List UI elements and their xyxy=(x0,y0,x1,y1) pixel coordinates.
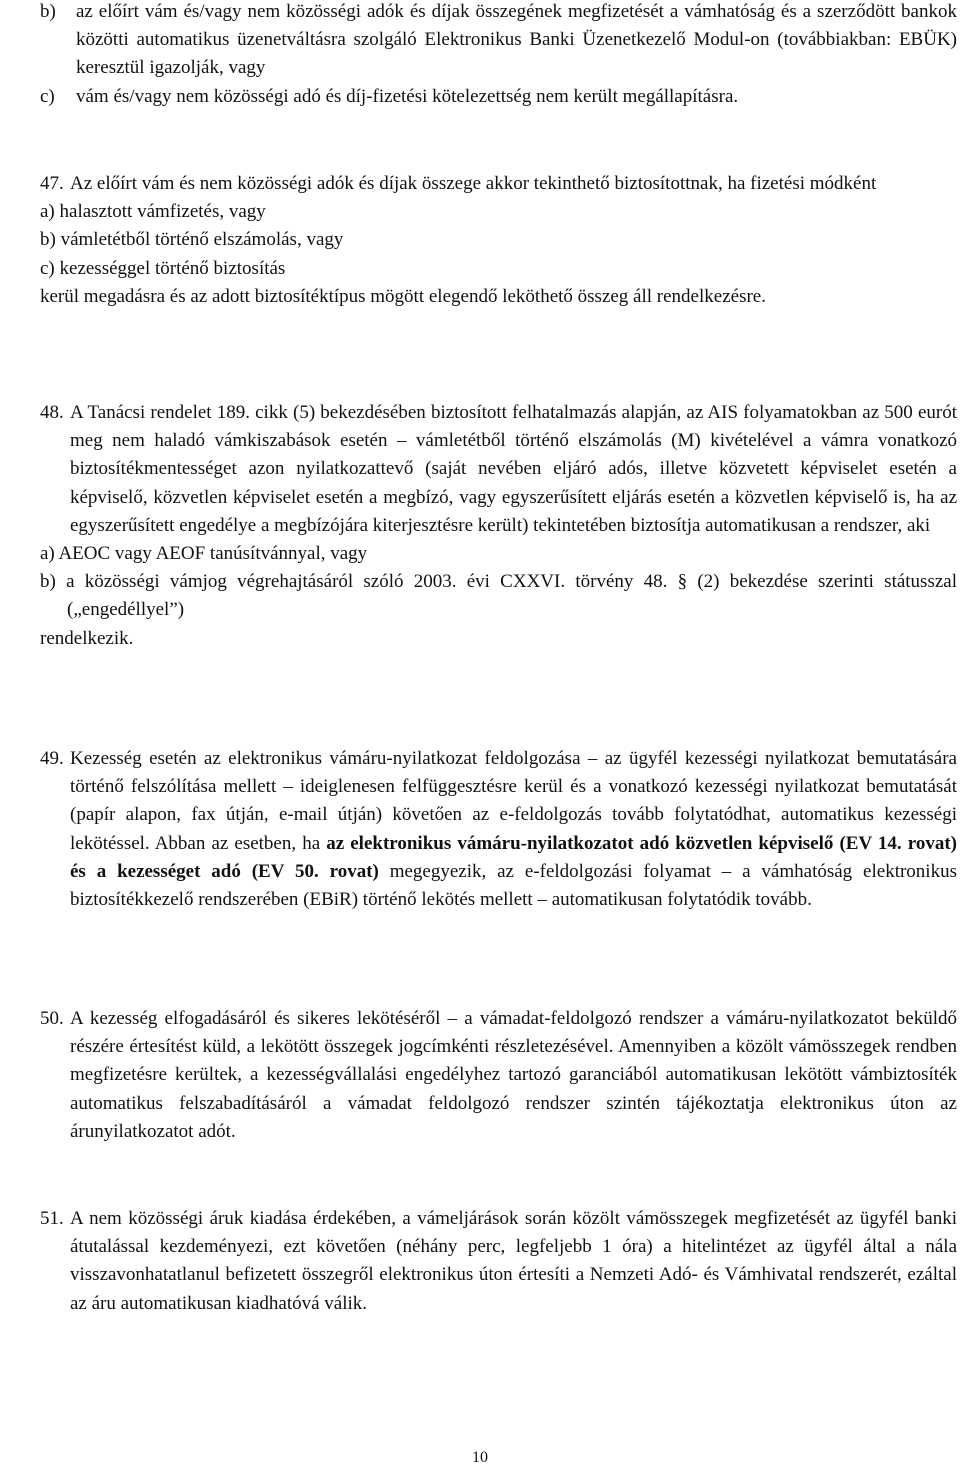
paragraph-49 xyxy=(40,745,957,914)
paragraph-text: A kezesség elfogadásáról és sikeres lekötéséről – a vámadat-feldolgozó rendszer a vámáru-nyilatkozatot beküldő részére értesítést küld, a lekötött összegek jogcímkénti részletezésével. Amennyiben a közölt vámösszegek rendben megfizetésre kerültek, a kezességvállalási engedélyhez tartozó garanciából automatikusan lekötött vámbiztosíték automatikus felszabadításáról a vámadat feldolgozó rendszer szintén tájékoztatja elektronikus úton az árunyilatkozatot adót. xyxy=(70,1008,957,1142)
page-number: 10 xyxy=(472,1449,488,1466)
list-item-text: vám és/vagy nem közösségi adó és díj-fizetési kötelezettség nem került megállapításra. xyxy=(76,85,739,107)
paragraph-text: A nem közösségi áruk kiadása érdekében, a vámeljárások során közölt vámösszegek megfizetését az ügyfél banki átutalással kezdeményezi, ezt követően (néhány perc, legfeljebb 1 óra) a hitelintézet az ügyfél által a nála visszavonhatatlanul befizetett összegről elektronikus úton értesíti a Nemzeti Adó- és Vámhivatal rendszerét, ezáltal az áru automatikusan kiadhatóvá válik. xyxy=(70,1208,957,1314)
paragraph-50 xyxy=(40,1005,957,1146)
paragraph-48-outro: rendelkezik. xyxy=(40,627,134,649)
paragraph-48 xyxy=(40,399,957,653)
paragraph-bold-text: az elektronikus vámáru-nyilatkozatot adó közvetlen képviselő (EV 14. rovat) és a kezességet adó (EV 50. rovat) xyxy=(70,832,957,882)
paragraph-number: 48. xyxy=(40,402,64,423)
paragraph-number: 49. xyxy=(40,748,64,769)
paragraph-51-text xyxy=(40,1205,957,1318)
list-item-text: az előírt vám és/vagy nem közösségi adók és díjak összegének megfizetését a vámhatóság és a szerződött bankok közötti automatikus üzenetváltásra szolgáló Elektronikus Banki Üzenetkezelő Modul-on (továbbiakban: EBÜK) keresztül igazolják, vagy xyxy=(76,1,957,79)
paragraph-text: Az előírt vám és nem közösségi adók és díjak összege akkor tekinthető biztosítottnak, ha fizetési módként xyxy=(70,173,877,194)
list-continuation xyxy=(40,0,957,111)
list-item-b xyxy=(40,0,957,83)
paragraph-number: 47. xyxy=(40,173,64,194)
paragraph-50-text xyxy=(40,1005,957,1146)
paragraph-number: 51. xyxy=(40,1208,64,1229)
list-item-label: b) xyxy=(40,1,56,22)
list-item-c: c) kezességgel történő biztosítás xyxy=(40,257,286,279)
paragraph-51 xyxy=(40,1205,957,1318)
list-item-b: b) vámletétből történő elszámolás, vagy xyxy=(40,229,344,251)
list-item-c xyxy=(40,83,957,111)
paragraph-49-text xyxy=(40,745,957,914)
paragraph-text-2: megegyezik, az e-feldolgozási folyamat – a vámhatóság elektronikus biztosítékkezelő rendszerében (EBiR) történő lekötés mellett – automatikusan folytatódik tovább. xyxy=(70,860,957,911)
paragraph-47 xyxy=(40,170,957,311)
paragraph-47-list xyxy=(40,198,957,283)
paragraph-number: 50. xyxy=(40,1008,64,1029)
paragraph-47-outro: kerül megadásra és az adott biztosítéktípus mögött elegendő leköthető összeg áll rendelkezésre. xyxy=(40,285,766,307)
list-item-a: a) halasztott vámfizetés, vagy xyxy=(40,201,266,223)
list-item-a: a) AEOC vagy AEOF tanúsítvánnyal, vagy xyxy=(40,543,368,565)
paragraph-48-text xyxy=(40,399,957,540)
paragraph-text-1: Kezesség esetén az elektronikus vámáru-nyilatkozat feldolgozása – az ügyfél kezességi nyilatkozat bemutatására történő felszólítása mellett – ideiglenesen felfüggesztésre kerül és a vonatkozó kezességi nyilatkozat bemutatását (papír alapon, fax útján, e-mail útján) követően az e-feldolgozás tovább folytatódhat, automatikus kezességi lekötéssel. Abban az esetben, ha xyxy=(70,748,957,854)
paragraph-text: A Tanácsi rendelet 189. cikk (5) bekezdésében biztosított felhatalmazás alapján, az AIS folyamatokban az 500 eurót meg nem haladó vámkiszabások esetén – vámletétből történő elszámolás (M) kivételével a vámra vonatkozó biztosítékmentességet azon nyilatkozattevő (saját nevében eljáró adós, illetve közvetett képviselet esetén a képviselő, közvetlen képviselet esetén a megbízó, vagy egyszerűsített eljárás esetén a közvetlen képviselő is, ha az egyszerűsített engedélye a megbízójára kiterjesztésre került) tekintetében biztosítja automatikusan a rendszer, aki xyxy=(70,402,957,536)
list-item-b: b) a közösségi vámjog végrehajtásáról szóló 2003. évi CXXVI. törvény 48. § (2) bekezdése szerinti státusszal („engedéllyel”) xyxy=(40,571,957,621)
list-item-label: c) xyxy=(40,85,55,107)
paragraph-47-intro xyxy=(40,170,957,198)
